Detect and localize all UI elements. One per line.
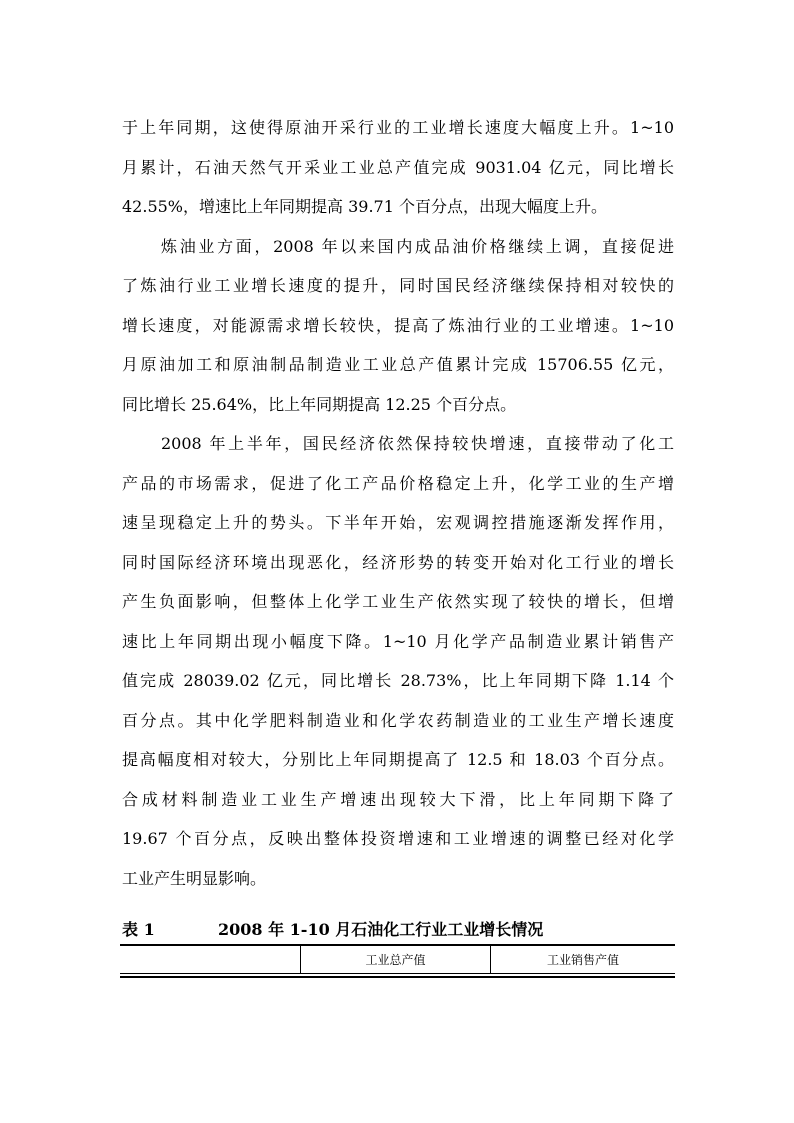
text-line: 19.67 个百分点，反映出整体投资增速和工业增速的调整已经对化学 [122,829,674,848]
text-line: 同比增长 25.64%，比上年同期提高 12.25 个百分点。 [122,394,517,414]
text-line: 产品的市场需求，促进了化工产品价格稳定上升，化学工业的生产增 [122,473,674,493]
table-header-sales-output: 工业销售产值 [546,953,619,967]
table-label: 表 1 [122,920,155,939]
text-line: 工业产生明显影响。 [122,868,267,888]
text-line: 提高幅度相对较大，分别比上年同期提高了 12.5 和 18.03 个百分点。 [122,750,674,769]
text-line: 月累计，石油天然气开采业工业总产值完成 9031.04 亿元，同比增长 [122,157,674,177]
table-header-rule [120,976,675,978]
text-line: 了炼油行业工业增长速度的提升，同时国民经济继续保持相对较快的 [122,276,674,295]
text-line: 2008 年上半年，国民经济依然保持较快增速，直接带动了化工 [161,434,674,453]
text-line: 速呈现稳定上升的势头。下半年开始，宏观调控措施逐渐发挥作用， [122,513,674,532]
table-header-cell [120,948,300,972]
text-line: 炼油业方面，2008 年以来国内成品油价格继续上调，直接促进 [161,236,674,256]
text-line: 增长速度，对能源需求增长较快，提高了炼油行业的工业增速。1~10 [122,315,674,335]
text-line: 同时国际经济环境出现恶化，经济形势的转变开始对化工行业的增长 [122,552,674,572]
text-line: 速比上年同期出现小幅度下降。1~10 月化学产品制造业累计销售产 [122,631,674,651]
table-title: 2008 年 1-10 月石油化工行业工业增长情况 [218,920,544,939]
text-line: 百分点。其中化学肥料制造业和化学农药制造业的工业生产增长速度 [122,710,674,730]
body-text [122,108,674,898]
table-top-rule [120,944,675,946]
text-line: 月原油加工和原油制品制造业工业总产值累计完成 15706.55 亿元， [122,355,674,374]
text-line: 42.55%，增速比上年同期提高 39.71 个百分点，出现大幅度上升。 [122,197,607,216]
text-line: 值完成 28039.02 亿元，同比增长 28.73%，比上年同期下降 1.14 个 [122,671,674,690]
table-header-gross-output: 工业总产值 [365,953,426,967]
table-header-rule [120,973,675,974]
table-caption [122,917,674,940]
text-line: 合成材料制造业工业生产增速出现较大下滑，比上年同期下降了 [122,789,674,809]
data-table [120,944,675,980]
text-line: 产生负面影响，但整体上化学工业生产依然实现了较快的增长，但增 [122,592,674,611]
text-line: 于上年同期，这使得原油开采行业的工业增长速度大幅度上升。1~10 [122,118,674,137]
